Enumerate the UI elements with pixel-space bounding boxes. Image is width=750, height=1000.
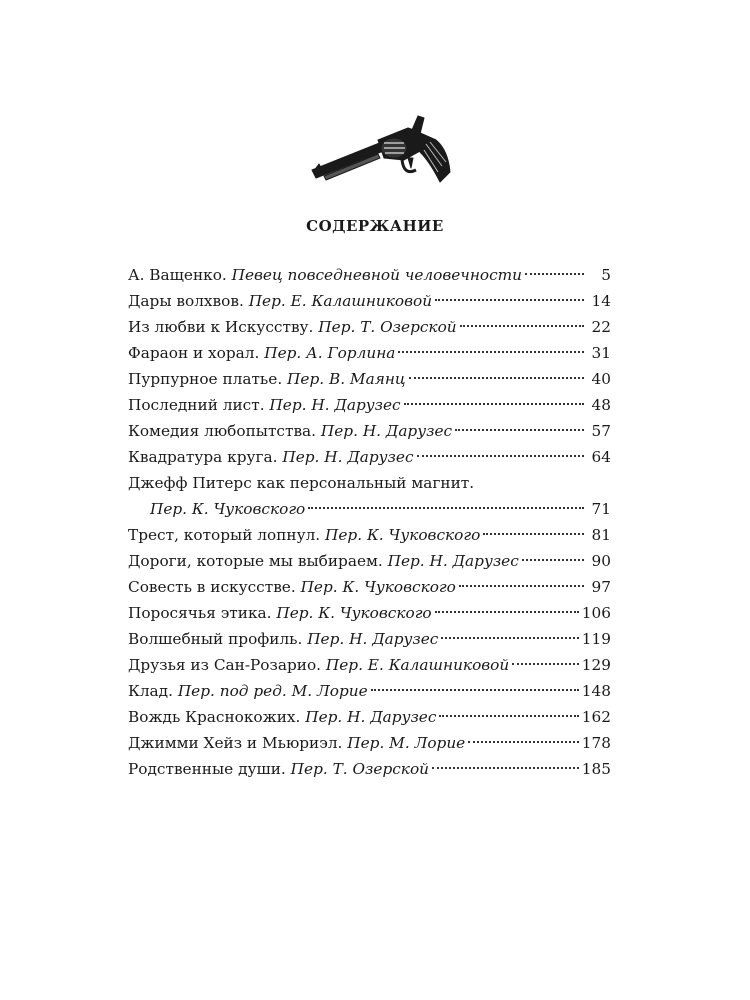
toc-entry xyxy=(128,418,611,444)
toc-entry xyxy=(128,574,611,600)
translator-credit: Пер. Н. Дарузес xyxy=(320,422,453,440)
translator-credit: Пер. под ред. М. Лорие xyxy=(177,682,368,700)
toc-entry xyxy=(128,262,611,288)
toc-entry xyxy=(128,340,611,366)
translator-credit: Пер. В. Маянц xyxy=(287,370,406,388)
page-number: 148 xyxy=(581,682,611,700)
leader-dots xyxy=(483,533,584,535)
leader-dots xyxy=(522,559,584,561)
toc-entry-title xyxy=(128,678,368,704)
page-number: 106 xyxy=(581,604,611,622)
toc-entry xyxy=(128,522,611,548)
toc-entry xyxy=(128,678,611,704)
translator-credit: Пер. К. Чуковского xyxy=(300,578,456,596)
story-title: Комедия любопытства. xyxy=(128,422,321,440)
toc-entry-title xyxy=(128,652,509,678)
revolver-icon xyxy=(308,110,458,192)
page-number: 90 xyxy=(591,552,611,570)
leader-dots xyxy=(441,637,578,639)
page-number: 178 xyxy=(581,734,611,752)
story-title: Трест, который лопнул. xyxy=(128,526,326,544)
toc-entry xyxy=(128,496,611,522)
leader-dots xyxy=(455,429,584,431)
toc-entry-title xyxy=(128,548,519,574)
page-number: 162 xyxy=(581,708,611,726)
toc-entry-title xyxy=(128,262,522,288)
page-title: СОДЕРЖАНИЕ xyxy=(306,217,444,235)
story-title: Клад. xyxy=(128,682,178,700)
story-title: Вождь Краснокожих. xyxy=(128,708,306,726)
toc-entry xyxy=(128,756,611,782)
toc-entry-title xyxy=(128,366,406,392)
story-title: Друзья из Сан-Розарио. xyxy=(128,656,326,674)
translator-credit: Певец повседневной человечности xyxy=(231,266,523,284)
story-title: Дары волхвов. xyxy=(128,292,249,310)
toc-entry-title xyxy=(128,418,452,444)
toc-entry xyxy=(128,600,611,626)
toc-entry xyxy=(128,392,611,418)
translator-credit: Пер. Н. Дарузес xyxy=(282,448,414,466)
page-number: 40 xyxy=(591,370,611,388)
toc-entry xyxy=(128,730,611,756)
leader-dots xyxy=(409,377,584,379)
page-number: 5 xyxy=(601,266,611,284)
toc-entry-title xyxy=(128,704,436,730)
toc-entry-title xyxy=(150,496,305,522)
page-number: 22 xyxy=(591,318,611,336)
toc-entry xyxy=(128,470,611,496)
translator-credit: Пер. Н. Дарузес xyxy=(307,630,439,648)
leader-dots xyxy=(432,767,579,769)
page-number: 129 xyxy=(581,656,611,674)
leader-dots xyxy=(525,273,584,275)
leader-dots xyxy=(308,507,584,509)
toc-entry xyxy=(128,548,611,574)
page-number: 57 xyxy=(591,422,611,440)
leader-dots xyxy=(371,689,579,691)
page-number: 119 xyxy=(581,630,611,648)
toc-entry xyxy=(128,288,611,314)
translator-credit: Пер. Н. Дарузес xyxy=(269,396,401,414)
toc-entry-title xyxy=(128,288,432,314)
toc-entry-title xyxy=(128,522,480,548)
toc-entry-title xyxy=(128,600,432,626)
story-title: Совесть в искусстве. xyxy=(128,578,301,596)
toc-entry xyxy=(128,366,611,392)
story-title: Дороги, которые мы выбираем. xyxy=(128,552,388,570)
story-title: Джимми Хейз и Мьюриэл. xyxy=(128,734,348,752)
toc-entry-title xyxy=(128,756,429,782)
translator-credit: Пер. Т. Озерской xyxy=(290,760,430,778)
translator-credit: Пер. А. Горлина xyxy=(264,344,396,362)
page-number: 71 xyxy=(591,500,611,518)
story-title: Родственные души. xyxy=(128,760,291,778)
page-number: 48 xyxy=(591,396,611,414)
page-number: 31 xyxy=(591,344,611,362)
translator-credit: Пер. К. Чуковского xyxy=(276,604,432,622)
leader-dots xyxy=(468,741,579,743)
translator-credit: Пер. К. Чуковского xyxy=(325,526,481,544)
page-number: 185 xyxy=(581,760,611,778)
leader-dots xyxy=(512,663,579,665)
story-title: Поросячья этика. xyxy=(128,604,277,622)
toc-entry xyxy=(128,704,611,730)
story-title: Из любви к Искусству. xyxy=(128,318,319,336)
toc-entry-title xyxy=(128,470,474,496)
story-title: Джефф Питерс как персональный магнит. xyxy=(128,474,475,492)
translator-credit: Пер. Т. Озерской xyxy=(318,318,457,336)
leader-dots xyxy=(439,715,578,717)
toc-entry-title xyxy=(128,392,401,418)
leader-dots xyxy=(404,403,584,405)
toc-entry-title xyxy=(128,444,414,470)
page-number: 81 xyxy=(591,526,611,544)
translator-credit: Пер. Н. Дарузес xyxy=(387,552,519,570)
toc-entry-title xyxy=(128,574,456,600)
story-title: Фараон и хорал. xyxy=(128,344,265,362)
page-number: 97 xyxy=(591,578,611,596)
translator-credit: Пер. Н. Дарузес xyxy=(305,708,437,726)
story-title: Волшебный профиль. xyxy=(128,630,308,648)
toc-entry-title xyxy=(128,340,395,366)
toc-entry xyxy=(128,444,611,470)
toc-entry xyxy=(128,652,611,678)
story-title: Пурпурное платье. xyxy=(128,370,288,388)
toc-entry xyxy=(128,626,611,652)
toc-entry-title xyxy=(128,626,438,652)
toc-entry-title xyxy=(128,730,465,756)
toc-entry-title xyxy=(128,314,457,340)
translator-credit: Пер. М. Лорие xyxy=(347,734,466,752)
story-title: Последний лист. xyxy=(128,396,270,414)
translator-credit: Пер. Е. Калашниковой xyxy=(325,656,510,674)
leader-dots xyxy=(459,585,584,587)
page-number: 14 xyxy=(591,292,611,310)
page-number: 64 xyxy=(591,448,611,466)
toc-entry xyxy=(128,314,611,340)
leader-dots xyxy=(435,611,579,613)
table-of-contents xyxy=(128,262,611,782)
leader-dots xyxy=(460,325,584,327)
story-title: Квадратура круга. xyxy=(128,448,283,466)
story-title: А. Ващенко. xyxy=(128,266,232,284)
leader-dots xyxy=(398,351,584,353)
translator-credit: Пер. Е. Калашниковой xyxy=(248,292,433,310)
leader-dots xyxy=(417,455,584,457)
translator-credit: Пер. К. Чуковского xyxy=(150,500,306,518)
leader-dots xyxy=(435,299,584,301)
